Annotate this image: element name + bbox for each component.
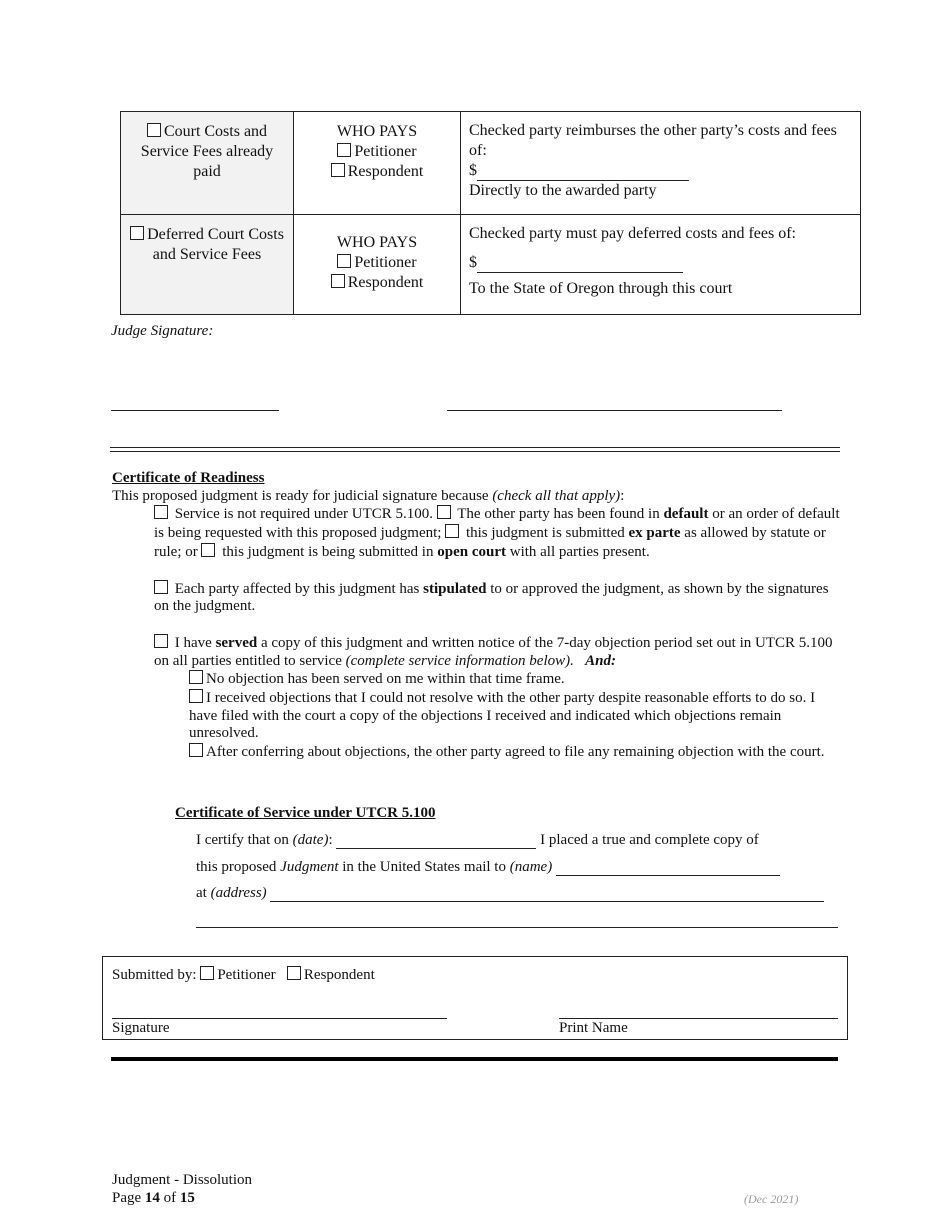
judge-signature-line[interactable] (447, 410, 782, 411)
service-not-required-checkbox[interactable] (154, 505, 168, 519)
petitioner-label: Petitioner (354, 254, 417, 271)
dollar-sign: $ (469, 254, 477, 271)
of-word: of (163, 1190, 177, 1206)
service-date-field[interactable] (336, 833, 536, 849)
service-heading: Certificate of Service under UTCR 5.100 (175, 805, 436, 821)
open-court-checkbox[interactable] (201, 543, 215, 557)
objections-unresolved-text: I received objections that I could not resolve with the other party despite reasonable efforts to do so. I have filed with the court a copy of the objections I received and indicated which objections remain unresolved. (189, 690, 816, 742)
served-text-cont: a copy of this judgment and written notice of the 7-day objection period set out in UTCR 5.100 on all parties entitled to service (154, 634, 833, 669)
who-pays-label: WHO PAYS (336, 234, 418, 251)
page-total: 15 (179, 1190, 195, 1206)
submitted-by-box (102, 956, 848, 1040)
cost-description-cell (461, 215, 861, 315)
no-objection-text: No objection has been served on me within that time frame. (206, 671, 565, 688)
cost-description: Checked party must pay deferred costs and fees of: (469, 225, 796, 242)
and-label: And: (585, 652, 616, 669)
payment-destination: To the State of Oregon through this court (469, 280, 733, 297)
readiness-paragraph-1 (112, 505, 840, 561)
open-court-bold: open court (437, 543, 506, 560)
ex-parte-text: this judgment is submitted (465, 525, 625, 542)
default-text-cont: or an order of default is being requested with this proposed judgment; (154, 506, 840, 542)
judgment-italic: Judgment (280, 859, 339, 875)
cost-description: Checked party reimburses the other party’s costs and fees of: (469, 122, 837, 159)
who-pays-cell (294, 112, 461, 215)
submitter-signature-line[interactable] (112, 1018, 447, 1019)
at-text: at (196, 885, 207, 901)
open-court-text: this judgment is being submitted in (222, 543, 434, 560)
default-checkbox[interactable] (437, 505, 451, 519)
address-label: (address) (210, 885, 267, 901)
payment-destination: Directly to the awarded party (469, 182, 657, 199)
amount-field[interactable] (477, 255, 683, 273)
certify-text: I certify that on (196, 832, 289, 848)
submitted-petitioner-checkbox[interactable] (200, 966, 214, 980)
petitioner-checkbox[interactable] (337, 254, 351, 268)
service-line-3 (196, 885, 824, 902)
petitioner-checkbox[interactable] (337, 143, 351, 157)
respondent-checkbox[interactable] (331, 163, 345, 177)
service-name-field[interactable] (556, 860, 780, 876)
default-text: The other party has been found in (457, 506, 660, 523)
objections-agreed-checkbox[interactable] (189, 743, 203, 757)
service-address-field[interactable] (270, 886, 824, 902)
submitted-respondent-checkbox[interactable] (287, 966, 301, 980)
stipulated-text-cont: to or approved the judgment, as shown by the signatures on the judgment. (154, 580, 829, 615)
submitted-by-label: Submitted by: (112, 967, 197, 983)
proposed-text: this proposed (196, 859, 277, 875)
served-checkbox[interactable] (154, 634, 168, 648)
court-costs-paid-checkbox[interactable] (147, 123, 161, 137)
certificate-heading: Certificate of Readiness (112, 470, 265, 486)
ex-parte-text-cont: as allowed by statute or rule; or (154, 525, 826, 560)
intro-italic: (check all that apply) (492, 487, 621, 504)
no-objection-checkbox[interactable] (189, 670, 203, 684)
intro-text: This proposed judgment is ready for judicial signature because (112, 487, 489, 504)
ex-parte-checkbox[interactable] (445, 524, 459, 538)
served-text: I have (174, 634, 212, 651)
intro-colon: : (620, 487, 625, 504)
readiness-paragraph-3 (112, 634, 840, 670)
default-bold: default (663, 506, 709, 523)
served-option-3 (112, 743, 840, 762)
served-bold: served (215, 634, 258, 651)
divider (110, 451, 840, 452)
service-address-line-2[interactable] (196, 927, 838, 928)
placed-copy-text: I placed a true and complete copy of (540, 832, 759, 848)
stipulated-text: Each party affected by this judgment has (174, 580, 420, 597)
page-word: Page (112, 1190, 142, 1206)
submitter-print-name-line[interactable] (559, 1018, 838, 1019)
objections-unresolved-checkbox[interactable] (189, 689, 203, 703)
who-pays-label: WHO PAYS (336, 123, 418, 140)
ex-parte-bold: ex parte (628, 525, 681, 542)
table-row (121, 215, 861, 315)
mail-text: in the United States mail to (342, 859, 506, 875)
service-line-2 (196, 859, 780, 876)
open-court-text-cont: with all parties present. (509, 543, 650, 560)
page-footer (112, 1171, 252, 1207)
respondent-label: Respondent (347, 274, 424, 291)
served-option-2 (112, 689, 840, 743)
certificate-intro (112, 488, 840, 506)
judge-signature-label: Judge Signature: (111, 323, 214, 339)
name-label: (name) (509, 859, 553, 875)
submitted-respondent-label: Respondent (303, 967, 375, 983)
dollar-sign: $ (469, 162, 477, 179)
cost-item-cell (121, 215, 294, 315)
thick-divider (111, 1057, 838, 1061)
page-current: 14 (144, 1190, 160, 1206)
served-italic: (complete service information below). (345, 652, 574, 669)
service-line-1 (196, 832, 759, 849)
respondent-label: Respondent (347, 163, 424, 180)
page-number (112, 1189, 252, 1207)
print-name-label: Print Name (559, 1020, 628, 1036)
objections-agreed-text: After conferring about objections, the other party agreed to file any remaining objection with the court. (206, 744, 825, 761)
cost-description-cell (461, 112, 861, 215)
submitted-petitioner-label: Petitioner (217, 967, 276, 983)
judge-date-line[interactable] (111, 410, 279, 411)
table-row (121, 112, 861, 215)
deferred-costs-checkbox[interactable] (130, 226, 144, 240)
date-label: (date) (292, 832, 329, 848)
cost-item-label: Deferred Court Costs and Service Fees (147, 226, 284, 263)
divider (110, 447, 840, 448)
signature-label: Signature (112, 1020, 170, 1036)
respondent-checkbox[interactable] (331, 274, 345, 288)
readiness-paragraph-2 (112, 580, 840, 616)
amount-field[interactable] (477, 163, 689, 181)
cost-item-cell (121, 112, 294, 215)
petitioner-label: Petitioner (354, 143, 417, 160)
service-not-required-text: Service is not required under UTCR 5.100. (174, 506, 434, 523)
revision-date: (Dec 2021) (744, 1192, 799, 1206)
footer-title: Judgment - Dissolution (112, 1172, 253, 1188)
costs-fees-table (120, 111, 861, 315)
cost-item-label: Court Costs and Service Fees already paid (140, 123, 274, 180)
date-colon: : (328, 832, 333, 848)
stipulated-checkbox[interactable] (154, 580, 168, 594)
served-option-1 (112, 670, 840, 689)
certificate-of-readiness (112, 470, 840, 762)
who-pays-cell (294, 215, 461, 315)
submitted-by-row (112, 966, 375, 984)
stipulated-bold: stipulated (423, 580, 487, 597)
